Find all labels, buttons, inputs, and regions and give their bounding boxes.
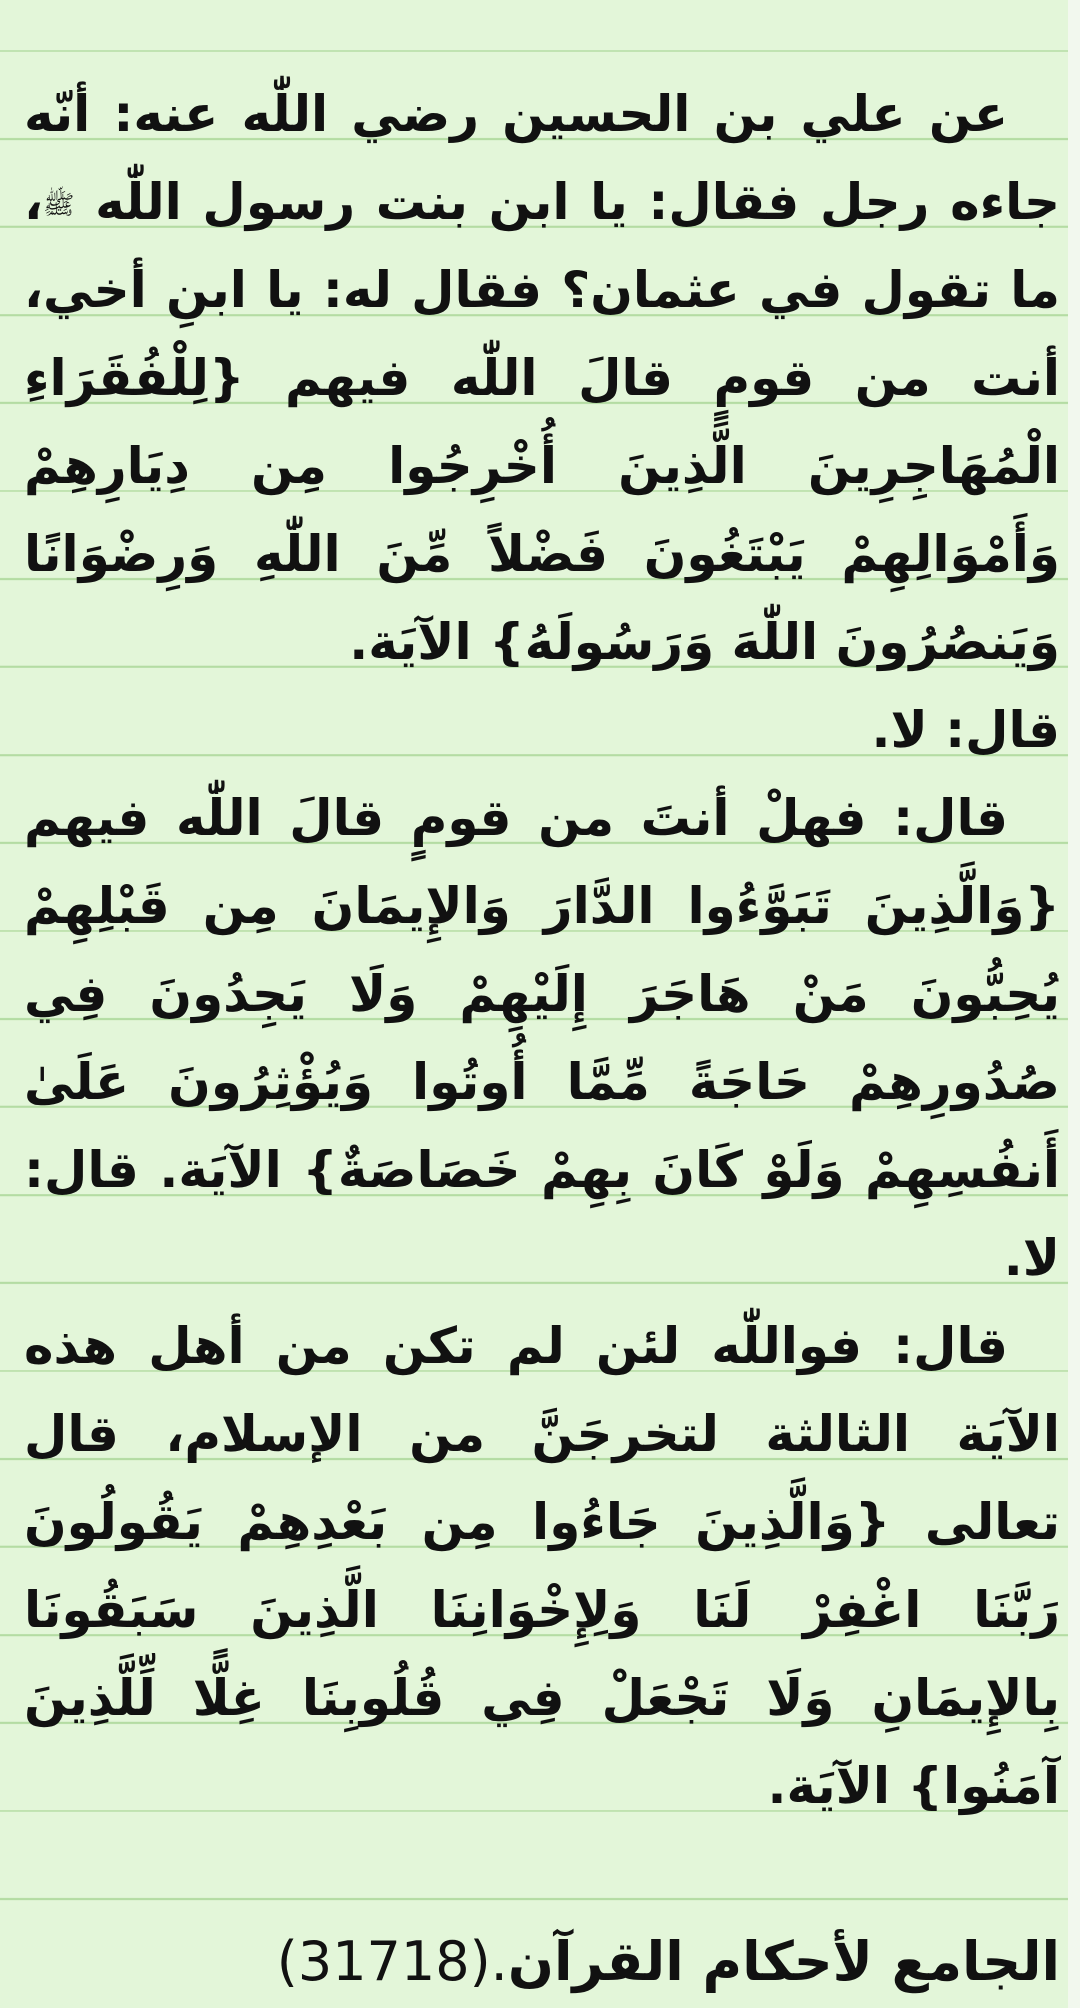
hadith-paragraph-2: قال: لا. — [871, 701, 1060, 759]
source-title: الجامع لأحكام القرآن — [507, 1930, 1060, 1993]
hadith-paragraph-3: قال: فهلْ أنتَ من قومٍ قالَ اللّٰه فيهم {وَالَّذِينَ تَبَوَّءُوا الدَّارَ وَالإِيمَانَ مِن قَبْلِهِمْ يُحِبُّونَ مَنْ هَاجَرَ إِلَيْهِمْ وَلَا يَجِدُونَ فِي صُدُورِهِمْ حَاجَةً مِّمَّا أُوتُوا وَيُؤْثِرُونَ عَلَىٰ أَنفُسِهِمْ وَلَوْ كَانَ بِهِمْ خَصَاصَةٌ} الآيَة. قال: لا. — [24, 789, 1060, 1287]
document-body — [24, 70, 1060, 2006]
source-number: (31718). — [276, 1930, 508, 1993]
hadith-paragraph-4: قال: فواللّٰه لئن لم تكن من أهل هذه الآيَة الثالثة لتخرجَنَّ من الإسلام، قال تعالى {وَالَّذِينَ جَاءُوا مِن بَعْدِهِمْ يَقُولُونَ رَبَّنَا اغْفِرْ لَنَا وَلِإِخْوَانِنَا الَّذِينَ سَبَقُونَا بِالإِيمَانِ وَلَا تَجْعَلْ فِي قُلُوبِنَا غِلًّا لِّلَّذِينَ آمَنُوا} الآيَة. — [24, 1317, 1060, 1815]
hadith-paragraph-1 — [24, 70, 1060, 686]
paragraph-1-text-b: ، ما تقول في عثمان؟ فقال له: يا ابنِ أخي، أنت من قومٍ قالَ اللّٰه فيهم {لِلْفُقَرَاءِ الْمُهَاجِرِينَ الَّذِينَ أُخْرِجُوا مِن دِيَارِهِمْ وَأَمْوَالِهِمْ يَبْتَغُونَ فَضْلاً مِّنَ اللّٰهِ وَرِضْوَانًا وَيَنصُرُونَ اللّٰهَ وَرَسُولَهُ} الآيَة. — [24, 173, 1060, 671]
blank-line — [24, 1830, 1060, 1918]
salawat-ligature: ﷺ — [43, 190, 75, 221]
source-citation — [24, 1918, 1060, 2006]
scrollbar-track[interactable] — [1068, 0, 1080, 2008]
paragraph-1-text-a: عن علي بن الحسين رضي اللّٰه عنه: أنّه جاءه رجل فقال: يا ابن بنت رسول اللّٰه — [24, 85, 1060, 231]
